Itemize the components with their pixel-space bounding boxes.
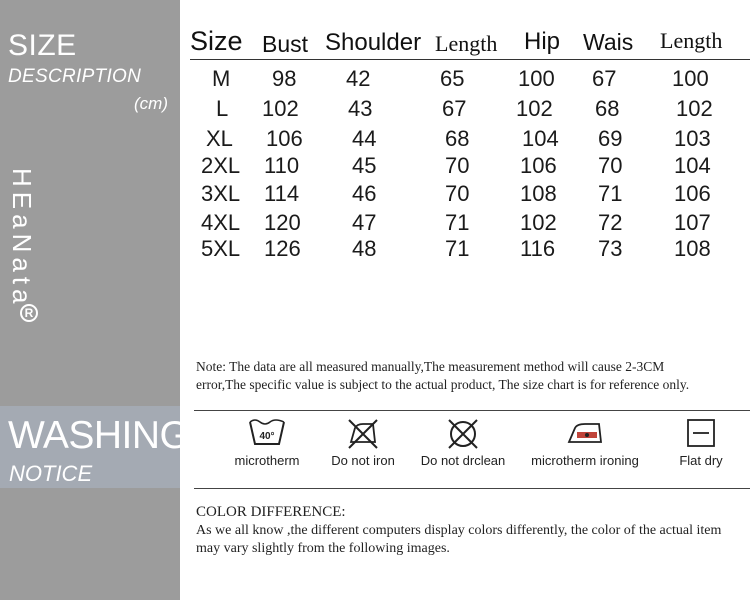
unit-label: (cm) [134,94,168,113]
table-cell: 69 [598,126,623,151]
table-cell: 71 [445,210,470,235]
color-difference-title: COLOR DIFFERENCE: [196,504,346,520]
care-label-flat-dry: Flat dry [679,453,723,468]
table-cell: 43 [348,96,373,121]
table-cell: 70 [598,153,623,178]
color-difference-line-1: As we all know ,the different computers display colors differently, the color of the actual item [196,523,722,538]
size-title: SIZE [8,29,77,62]
table-cell: 4XL [201,210,241,235]
iron-icon [563,416,607,450]
washing-title: WASHING [8,414,190,457]
care-label-no-dryclean: Do not drclean [420,453,506,468]
table-cell: 100 [672,66,709,91]
table-cell: 116 [520,236,556,261]
table-cell: 45 [352,153,377,178]
brand-logo [5,168,41,328]
table-cell: 48 [352,236,377,261]
table-cell: 120 [264,210,301,235]
table-cell: 47 [352,210,377,235]
registered-mark-icon: R [20,304,38,322]
care-label-iron: microtherm ironing [531,453,639,468]
table-cell: 106 [674,181,711,206]
table-cell: 108 [520,181,557,206]
table-cell: 42 [346,66,371,91]
table-cell: 73 [598,236,623,261]
table-cell: 102 [516,96,553,121]
table-cell: 102 [520,210,557,235]
table-cell: 102 [262,96,299,121]
table-cell: 3XL [201,181,241,206]
washing-bottom-divider [194,488,750,489]
table-cell: 68 [595,96,620,121]
table-cell: XL [206,126,233,151]
table-cell: 70 [445,181,470,206]
table-cell: 67 [442,96,467,121]
table-cell: 100 [518,66,555,91]
table-cell: 72 [598,210,623,235]
table-cell: 104 [522,126,559,151]
header-length: Length [435,31,498,56]
color-difference-line-2: may vary slightly from the following images. [196,541,450,556]
table-cell: L [216,96,229,121]
care-item-flat-dry [646,416,750,468]
table-cell: 5XL [201,236,241,261]
table-cell: 68 [445,126,470,151]
table-cell: M [212,66,231,91]
do-not-dryclean-icon [443,416,483,450]
header-length-2: Length [660,28,723,53]
care-item-no-dryclean [408,416,518,468]
wash-40-icon [247,416,287,450]
brand-name: HEaNata [7,168,37,309]
care-label-wash: microtherm [234,453,300,468]
wash-temp: 40° [259,431,275,442]
table-cell: 106 [266,126,303,151]
table-cell: 102 [676,96,713,121]
care-item-no-iron [308,416,418,468]
table-cell: 71 [598,181,623,206]
table-cell: 108 [674,236,711,261]
measurement-note [196,358,750,394]
sidebar [0,0,190,600]
color-difference-text [196,522,750,558]
table-cell: 98 [272,66,297,91]
note-line-2: error,The specific value is subject to the actual product, The size chart is for reference only. [196,377,690,392]
washing-notice-banner [0,406,190,488]
table-cell: 107 [674,210,711,235]
flat-dry-icon [681,416,721,450]
table-cell: 2XL [201,153,241,178]
table-cell: 44 [352,126,377,151]
care-item-wash [212,416,322,468]
size-subtitle: DESCRIPTION [8,66,142,87]
note-line-1: Note: The data are all measured manually,The measurement method will cause 2-3CM [196,359,665,374]
washing-top-divider [194,410,750,411]
table-cell: 46 [352,181,377,206]
header-waist: Wais [583,29,634,55]
care-label-no-iron: Do not iron [331,453,395,468]
header-hip: Hip [524,28,561,55]
table-cell: 70 [445,153,470,178]
table-cell: 110 [264,153,300,178]
table-cell: 126 [264,236,301,261]
header-shoulder: Shoulder [325,29,422,56]
care-item-iron [530,416,640,468]
table-cell: 106 [520,153,557,178]
table-cell: 71 [445,236,470,261]
header-divider [190,59,750,60]
table-cell: 65 [440,66,465,91]
do-not-iron-icon [343,416,383,450]
table-cell: 103 [674,126,711,151]
header-bust: Bust [262,31,309,57]
washing-subtitle: NOTICE [9,461,93,486]
table-cell: 67 [592,66,617,91]
table-cell: 114 [264,181,300,206]
table-cell: 104 [674,153,711,178]
header-size: Size [190,26,243,56]
